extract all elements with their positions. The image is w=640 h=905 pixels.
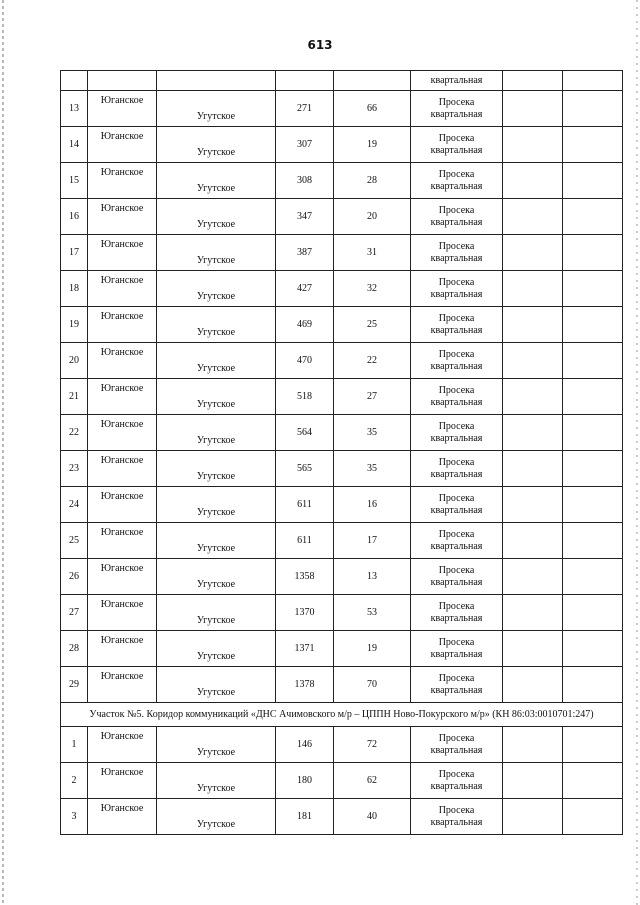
cell-number: 29 bbox=[61, 667, 88, 703]
cell-land-category bbox=[411, 199, 503, 235]
cell-empty bbox=[503, 235, 563, 271]
table-row bbox=[61, 199, 623, 235]
land-category-line2: квартальная bbox=[430, 816, 483, 828]
cell-land-category bbox=[411, 595, 503, 631]
forestry-name: Угутское bbox=[196, 363, 236, 374]
cell-district bbox=[88, 523, 157, 559]
land-category-line1: Просека bbox=[438, 348, 475, 360]
cell-district bbox=[88, 379, 157, 415]
forestry-name: Угутское bbox=[196, 507, 236, 518]
cell-empty bbox=[503, 199, 563, 235]
table-row bbox=[61, 595, 623, 631]
table-row bbox=[61, 127, 623, 163]
land-category-line2: квартальная bbox=[430, 504, 483, 516]
cell-quarter: 271 bbox=[276, 91, 334, 127]
cell-empty bbox=[503, 163, 563, 199]
land-category-line2: квартальная bbox=[430, 144, 483, 156]
cell-district bbox=[88, 727, 157, 763]
table-row bbox=[61, 235, 623, 271]
cell-empty bbox=[503, 451, 563, 487]
cell-parcel: 19 bbox=[334, 631, 411, 667]
cell-number: 22 bbox=[61, 415, 88, 451]
cell-district bbox=[88, 451, 157, 487]
land-category-line1: Просека bbox=[438, 384, 475, 396]
cell-parcel: 70 bbox=[334, 667, 411, 703]
cell-district bbox=[88, 199, 157, 235]
cell-quarter: 1370 bbox=[276, 595, 334, 631]
cell-number: 25 bbox=[61, 523, 88, 559]
cell-empty bbox=[563, 307, 623, 343]
cell-land-category bbox=[411, 667, 503, 703]
land-category-line1: Просека bbox=[438, 528, 475, 540]
district-name: Юганское bbox=[100, 563, 144, 574]
cell-parcel: 72 bbox=[334, 727, 411, 763]
cell-parcel: 17 bbox=[334, 523, 411, 559]
table-row bbox=[61, 559, 623, 595]
cell-number: 1 bbox=[61, 727, 88, 763]
cell-quarter: 180 bbox=[276, 763, 334, 799]
cell-land-category bbox=[411, 451, 503, 487]
land-category-line1: Просека bbox=[438, 420, 475, 432]
cell-parcel: 53 bbox=[334, 595, 411, 631]
cell-empty bbox=[563, 559, 623, 595]
cell-forestry bbox=[157, 271, 276, 307]
cell-forestry bbox=[157, 163, 276, 199]
land-category-line1: Просека bbox=[438, 768, 475, 780]
cell-number: 21 bbox=[61, 379, 88, 415]
district-name: Юганское bbox=[100, 311, 144, 322]
land-category-line1: Просека bbox=[438, 672, 475, 684]
cell-empty bbox=[563, 71, 623, 91]
cell-parcel: 16 bbox=[334, 487, 411, 523]
cell-empty bbox=[503, 379, 563, 415]
table-row bbox=[61, 799, 623, 835]
cell-empty bbox=[503, 71, 563, 91]
cell-district bbox=[88, 559, 157, 595]
cell-district bbox=[88, 799, 157, 835]
district-name: Юганское bbox=[100, 167, 144, 178]
forestry-name: Угутское bbox=[196, 327, 236, 338]
cell-number: 24 bbox=[61, 487, 88, 523]
cell-forestry bbox=[157, 763, 276, 799]
cell-number: 3 bbox=[61, 799, 88, 835]
cell-empty bbox=[563, 415, 623, 451]
district-name: Юганское bbox=[100, 239, 144, 250]
land-category-line2: квартальная bbox=[430, 396, 483, 408]
cell-quarter: 565 bbox=[276, 451, 334, 487]
cell-forestry bbox=[157, 451, 276, 487]
land-category-line2: квартальная bbox=[430, 324, 483, 336]
cell-empty bbox=[503, 415, 563, 451]
cell-empty bbox=[503, 127, 563, 163]
cell-empty bbox=[563, 667, 623, 703]
cell-district bbox=[88, 271, 157, 307]
cell-empty bbox=[563, 271, 623, 307]
land-category-line2: квартальная bbox=[430, 288, 483, 300]
cell-parcel: 66 bbox=[334, 91, 411, 127]
district-name: Юганское bbox=[100, 527, 144, 538]
cell-empty bbox=[563, 163, 623, 199]
cell-empty bbox=[563, 379, 623, 415]
cell-quarter: 146 bbox=[276, 727, 334, 763]
cell-number: 13 bbox=[61, 91, 88, 127]
cell-number: 15 bbox=[61, 163, 88, 199]
table-row bbox=[61, 343, 623, 379]
cell-forestry bbox=[157, 487, 276, 523]
land-category-line2: квартальная bbox=[430, 432, 483, 444]
district-name: Юганское bbox=[100, 491, 144, 502]
cell-empty bbox=[503, 559, 563, 595]
cell-parcel: 62 bbox=[334, 763, 411, 799]
table-row bbox=[61, 379, 623, 415]
land-category-line1: Просека bbox=[438, 732, 475, 744]
cell-forestry bbox=[157, 799, 276, 835]
cell-number bbox=[61, 71, 88, 91]
table-row bbox=[61, 91, 623, 127]
cell-land-category bbox=[411, 127, 503, 163]
forestry-name: Угутское bbox=[196, 255, 236, 266]
district-name: Юганское bbox=[100, 419, 144, 430]
land-category-line1: Просека bbox=[438, 600, 475, 612]
cell-parcel: 28 bbox=[334, 163, 411, 199]
forestry-name: Угутское bbox=[196, 111, 236, 122]
land-category-line2: квартальная bbox=[430, 648, 483, 660]
cell-forestry bbox=[157, 127, 276, 163]
cell-quarter: 611 bbox=[276, 523, 334, 559]
cell-land-category: квартальная bbox=[411, 71, 503, 91]
cell-empty bbox=[563, 235, 623, 271]
cell-forestry bbox=[157, 415, 276, 451]
land-category-line2: квартальная bbox=[430, 108, 483, 120]
forestry-name: Угутское bbox=[196, 783, 236, 794]
land-category-line1: Просека bbox=[438, 312, 475, 324]
land-category-line2: квартальная bbox=[430, 684, 483, 696]
cell-land-category bbox=[411, 271, 503, 307]
land-category-line2: квартальная bbox=[430, 612, 483, 624]
section-title: Участок №5. Коридор коммуникаций «ДНС Ачимовского м/р – ЦППН Ново-Покурского м/р» (КН 86:03:0010701:247) bbox=[61, 703, 623, 727]
table-row bbox=[61, 523, 623, 559]
cell-empty bbox=[503, 595, 563, 631]
cell-empty bbox=[563, 487, 623, 523]
table-row bbox=[61, 763, 623, 799]
cell-empty bbox=[503, 91, 563, 127]
cell-land-category bbox=[411, 343, 503, 379]
cell-number: 28 bbox=[61, 631, 88, 667]
cell-land-category bbox=[411, 763, 503, 799]
land-category-line1: Просека bbox=[438, 492, 475, 504]
cell-land-category bbox=[411, 799, 503, 835]
scan-edge-right bbox=[636, 0, 638, 905]
cell-parcel bbox=[334, 71, 411, 91]
cell-quarter: 469 bbox=[276, 307, 334, 343]
cell-forestry bbox=[157, 235, 276, 271]
cell-quarter: 470 bbox=[276, 343, 334, 379]
cell-district bbox=[88, 631, 157, 667]
table-row bbox=[61, 415, 623, 451]
land-category-line1: Просека bbox=[438, 636, 475, 648]
cell-forestry bbox=[157, 343, 276, 379]
cell-forestry bbox=[157, 71, 276, 91]
cell-district bbox=[88, 163, 157, 199]
cell-quarter: 1358 bbox=[276, 559, 334, 595]
cell-empty bbox=[503, 763, 563, 799]
land-category-line1: Просека bbox=[438, 132, 475, 144]
cell-forestry bbox=[157, 379, 276, 415]
forestry-name: Угутское bbox=[196, 687, 236, 698]
cell-empty bbox=[563, 199, 623, 235]
cell-district bbox=[88, 595, 157, 631]
cell-empty bbox=[563, 631, 623, 667]
forestry-name: Угутское bbox=[196, 747, 236, 758]
district-name: Юганское bbox=[100, 203, 144, 214]
table-row bbox=[61, 667, 623, 703]
land-category-line1: Просека bbox=[438, 276, 475, 288]
table-row bbox=[61, 487, 623, 523]
cell-forestry bbox=[157, 199, 276, 235]
cell-quarter: 427 bbox=[276, 271, 334, 307]
cell-district bbox=[88, 307, 157, 343]
cell-empty bbox=[503, 727, 563, 763]
cell-empty bbox=[503, 523, 563, 559]
table-body bbox=[61, 71, 623, 835]
cell-parcel: 27 bbox=[334, 379, 411, 415]
cell-forestry bbox=[157, 595, 276, 631]
cell-quarter bbox=[276, 71, 334, 91]
district-name: Юганское bbox=[100, 131, 144, 142]
page-number: 613 bbox=[307, 38, 333, 52]
cell-number: 20 bbox=[61, 343, 88, 379]
cell-district bbox=[88, 71, 157, 91]
district-name: Юганское bbox=[100, 95, 144, 106]
land-category-line2: квартальная bbox=[430, 180, 483, 192]
district-name: Юганское bbox=[100, 383, 144, 394]
cell-land-category bbox=[411, 379, 503, 415]
cell-empty bbox=[563, 91, 623, 127]
forestry-name: Угутское bbox=[196, 471, 236, 482]
cell-parcel: 35 bbox=[334, 415, 411, 451]
cell-parcel: 40 bbox=[334, 799, 411, 835]
cell-empty bbox=[563, 595, 623, 631]
cell-number: 14 bbox=[61, 127, 88, 163]
land-category-line2: квартальная bbox=[430, 360, 483, 372]
forestry-name: Угутское bbox=[196, 435, 236, 446]
cell-forestry bbox=[157, 91, 276, 127]
cell-number: 18 bbox=[61, 271, 88, 307]
forestry-name: Угутское bbox=[196, 219, 236, 230]
land-category-line2: квартальная bbox=[430, 216, 483, 228]
cell-land-category bbox=[411, 559, 503, 595]
cell-land-category bbox=[411, 163, 503, 199]
district-name: Юганское bbox=[100, 731, 144, 742]
cell-number: 27 bbox=[61, 595, 88, 631]
cell-number: 19 bbox=[61, 307, 88, 343]
land-category-line1: Просека bbox=[438, 456, 475, 468]
continuation-row bbox=[61, 71, 623, 91]
district-name: Юганское bbox=[100, 599, 144, 610]
land-category-line2: квартальная bbox=[430, 468, 483, 480]
cell-number: 2 bbox=[61, 763, 88, 799]
cell-parcel: 32 bbox=[334, 271, 411, 307]
cell-district bbox=[88, 91, 157, 127]
land-category-line1: Просека bbox=[438, 168, 475, 180]
forestry-name: Угутское bbox=[196, 819, 236, 830]
table-row bbox=[61, 163, 623, 199]
cell-quarter: 181 bbox=[276, 799, 334, 835]
cell-quarter: 347 bbox=[276, 199, 334, 235]
cell-forestry bbox=[157, 667, 276, 703]
cell-quarter: 518 bbox=[276, 379, 334, 415]
cell-district bbox=[88, 667, 157, 703]
district-name: Юганское bbox=[100, 803, 144, 814]
table-row bbox=[61, 727, 623, 763]
cell-quarter: 1378 bbox=[276, 667, 334, 703]
section-header-row bbox=[61, 703, 623, 727]
cell-empty bbox=[503, 631, 563, 667]
table-row bbox=[61, 307, 623, 343]
cell-forestry bbox=[157, 559, 276, 595]
land-category-line1: Просека bbox=[438, 204, 475, 216]
cell-forestry bbox=[157, 727, 276, 763]
cell-quarter: 307 bbox=[276, 127, 334, 163]
land-category-line2: квартальная bbox=[430, 540, 483, 552]
forestry-name: Угутское bbox=[196, 651, 236, 662]
land-category-line1: Просека bbox=[438, 96, 475, 108]
cell-empty bbox=[503, 667, 563, 703]
cell-land-category bbox=[411, 631, 503, 667]
cell-parcel: 31 bbox=[334, 235, 411, 271]
cell-quarter: 564 bbox=[276, 415, 334, 451]
land-category-line2: квартальная bbox=[430, 744, 483, 756]
cell-number: 23 bbox=[61, 451, 88, 487]
cell-empty bbox=[563, 763, 623, 799]
cell-quarter: 611 bbox=[276, 487, 334, 523]
cell-land-category bbox=[411, 415, 503, 451]
cell-district bbox=[88, 235, 157, 271]
district-name: Юганское bbox=[100, 347, 144, 358]
cell-empty bbox=[563, 343, 623, 379]
cell-parcel: 35 bbox=[334, 451, 411, 487]
land-category-line1: Просека bbox=[438, 804, 475, 816]
cell-parcel: 19 bbox=[334, 127, 411, 163]
forestry-name: Угутское bbox=[196, 615, 236, 626]
cell-parcel: 20 bbox=[334, 199, 411, 235]
district-name: Юганское bbox=[100, 635, 144, 646]
cell-empty bbox=[503, 343, 563, 379]
land-category-line1: Просека bbox=[438, 564, 475, 576]
cell-parcel: 13 bbox=[334, 559, 411, 595]
district-name: Юганское bbox=[100, 671, 144, 682]
district-name: Юганское bbox=[100, 767, 144, 778]
cell-empty bbox=[563, 727, 623, 763]
land-category-line1: Просека bbox=[438, 240, 475, 252]
cell-empty bbox=[563, 523, 623, 559]
cell-land-category bbox=[411, 307, 503, 343]
cell-empty bbox=[563, 451, 623, 487]
land-category-line2: квартальная bbox=[430, 780, 483, 792]
cell-land-category bbox=[411, 91, 503, 127]
cell-number: 26 bbox=[61, 559, 88, 595]
forestry-name: Угутское bbox=[196, 147, 236, 158]
cell-forestry bbox=[157, 523, 276, 559]
table-row bbox=[61, 451, 623, 487]
land-category-line2: квартальная bbox=[430, 252, 483, 264]
cell-number: 17 bbox=[61, 235, 88, 271]
scan-edge-left bbox=[2, 0, 4, 905]
cell-quarter: 387 bbox=[276, 235, 334, 271]
cell-empty bbox=[503, 487, 563, 523]
cell-parcel: 25 bbox=[334, 307, 411, 343]
forestry-name: Угутское bbox=[196, 399, 236, 410]
cell-parcel: 22 bbox=[334, 343, 411, 379]
cell-land-category bbox=[411, 487, 503, 523]
cell-forestry bbox=[157, 631, 276, 667]
district-name: Юганское bbox=[100, 455, 144, 466]
table-row bbox=[61, 631, 623, 667]
forestry-name: Угутское bbox=[196, 183, 236, 194]
forest-parcels-table bbox=[60, 70, 623, 835]
cell-district bbox=[88, 763, 157, 799]
cell-land-category bbox=[411, 523, 503, 559]
cell-empty bbox=[563, 799, 623, 835]
cell-land-category bbox=[411, 727, 503, 763]
land-category-line2: квартальная bbox=[430, 576, 483, 588]
forestry-name: Угутское bbox=[196, 543, 236, 554]
district-name: Юганское bbox=[100, 275, 144, 286]
forestry-name: Угутское bbox=[196, 579, 236, 590]
cell-quarter: 308 bbox=[276, 163, 334, 199]
forestry-name: Угутское bbox=[196, 291, 236, 302]
table-row bbox=[61, 271, 623, 307]
cell-empty bbox=[503, 271, 563, 307]
cell-district bbox=[88, 415, 157, 451]
cell-empty bbox=[503, 307, 563, 343]
cell-number: 16 bbox=[61, 199, 88, 235]
cell-quarter: 1371 bbox=[276, 631, 334, 667]
cell-empty bbox=[563, 127, 623, 163]
cell-district bbox=[88, 127, 157, 163]
cell-empty bbox=[503, 799, 563, 835]
cell-district bbox=[88, 487, 157, 523]
cell-forestry bbox=[157, 307, 276, 343]
cell-district bbox=[88, 343, 157, 379]
cell-land-category bbox=[411, 235, 503, 271]
